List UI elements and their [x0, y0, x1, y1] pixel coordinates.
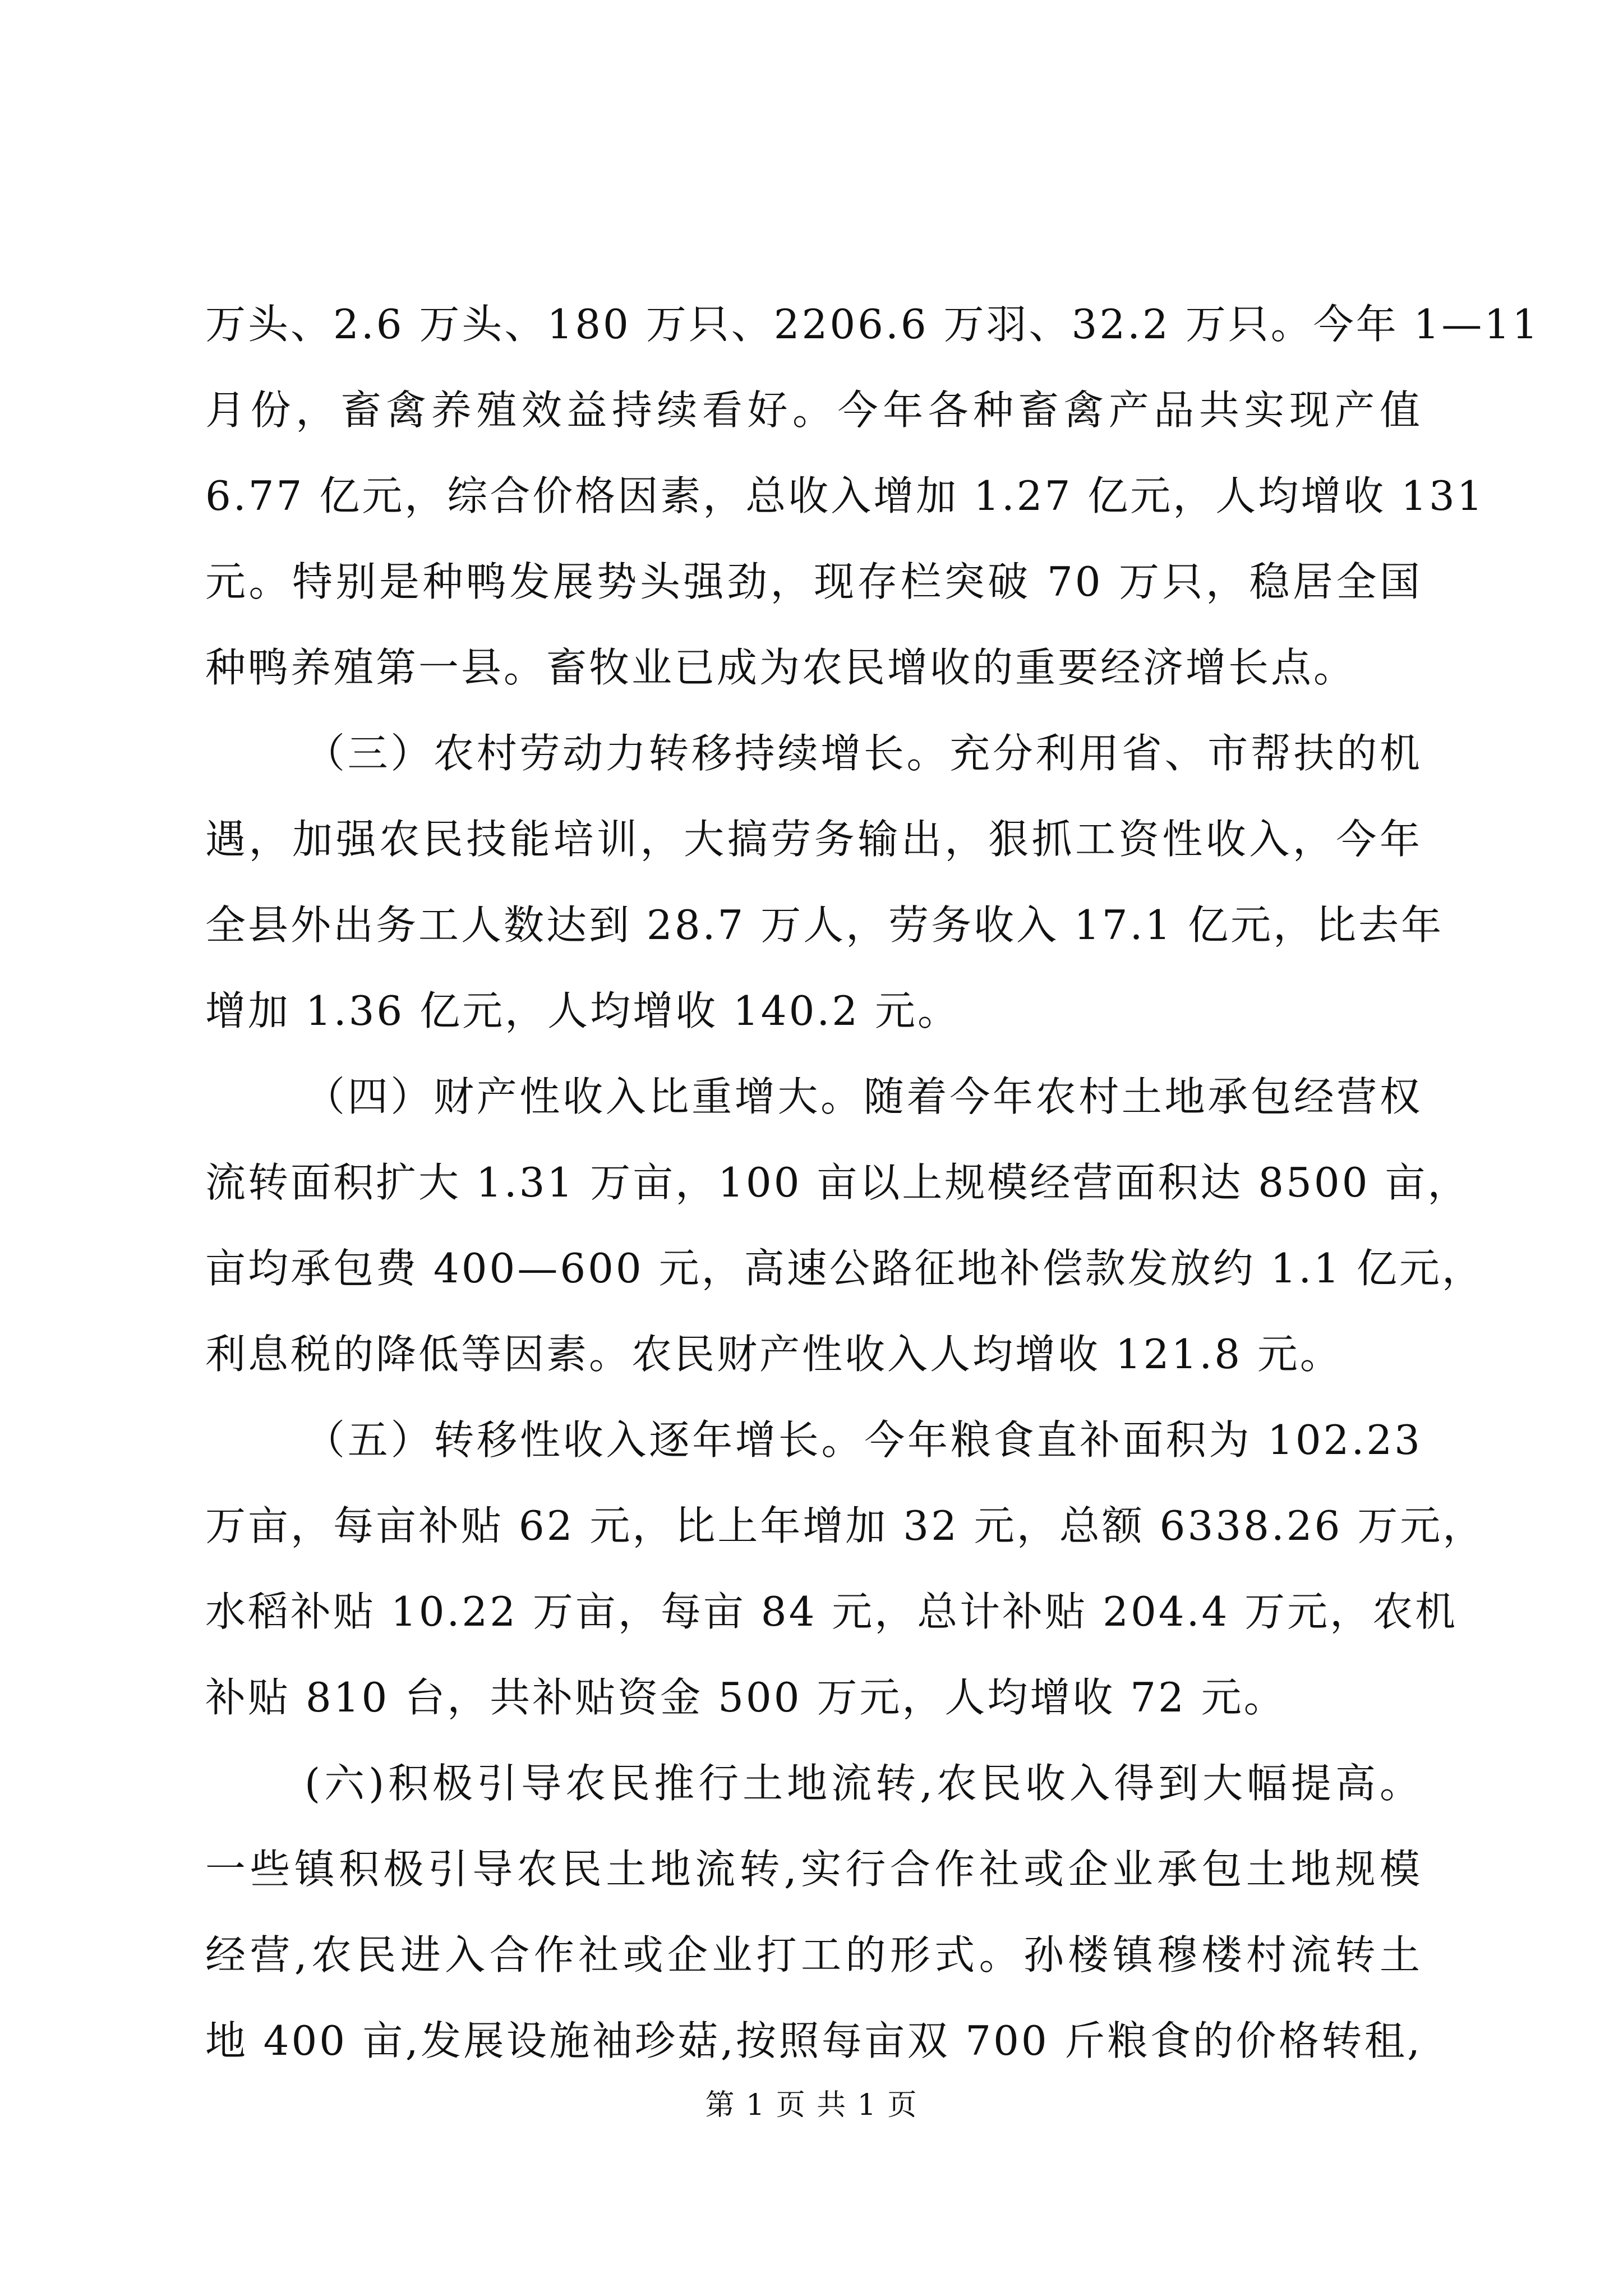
paragraph-start-line: (六)积极引导农民推行土地流转,农民收入得到大幅提高。 [305, 1760, 1422, 1807]
text-line: 经营,农民进入合作社或企业打工的形式。孙楼镇穆楼村流转土 [205, 1931, 1422, 1978]
text-line: 元。特别是种鸭发展势头强劲，现存栏突破 70 万只，稳居全国 [205, 558, 1422, 605]
text-line: 增加 1.36 亿元，人均增收 140.2 元。 [205, 987, 960, 1034]
text-line: 补贴 810 台，共补贴资金 500 万元，人均增收 72 元。 [205, 1674, 1287, 1721]
text-line: 流转面积扩大 1.31 万亩，100 亩以上规模经营面积达 8500 亩， [205, 1159, 1470, 1206]
text-line: 万头、2.6 万头、180 万只、2206.6 万羽、32.2 万只。今年 1—11 [205, 301, 1541, 348]
text-line: 6.77 亿元，综合价格因素，总收入增加 1.27 亿元，人均增收 131 [205, 472, 1485, 519]
text-line: 地 400 亩,发展设施袖珍菇,按照每亩双 700 斤粮食的价格转租, [205, 2017, 1422, 2064]
text-line: 全县外出务工人数达到 28.7 万人，劳务收入 17.1 亿元，比去年 [205, 901, 1444, 949]
text-line: 月份，畜禽养殖效益持续看好。今年各种畜禽产品共实现产值 [205, 386, 1422, 434]
text-line: 水稻补贴 10.22 万亩，每亩 84 元，总计补贴 204.4 万元，农机 [205, 1588, 1458, 1635]
paragraph-start-line: （四）财产性收入比重增大。随着今年农村土地承包经营权 [305, 1073, 1422, 1120]
paragraph-start-line: （三）农村劳动力转移持续增长。充分利用省、市帮扶的机 [305, 730, 1422, 777]
text-line: 种鸭养殖第一县。畜牧业已成为农民增收的重要经济增长点。 [205, 644, 1357, 691]
text-line: 一些镇积极引导农民土地流转,实行合作社或企业承包土地规模 [205, 1846, 1422, 1893]
text-line: 万亩，每亩补贴 62 元，比上年增加 32 元，总额 6338.26 万元， [205, 1502, 1486, 1549]
paragraph-start-line: （五）转移性收入逐年增长。今年粮食直补面积为 102.23 [305, 1416, 1422, 1464]
text-line: 利息税的降低等因素。农民财产性收入人均增收 121.8 元。 [205, 1331, 1343, 1378]
text-line: 遇，加强农民技能培训，大搞劳务输出，狠抓工资性收入，今年 [205, 816, 1422, 863]
text-line: 亩均承包费 400—600 元，高速公路征地补偿款发放约 1.1 亿元， [205, 1245, 1484, 1292]
page-footer: 第 1 页 共 1 页 [705, 2088, 918, 2122]
